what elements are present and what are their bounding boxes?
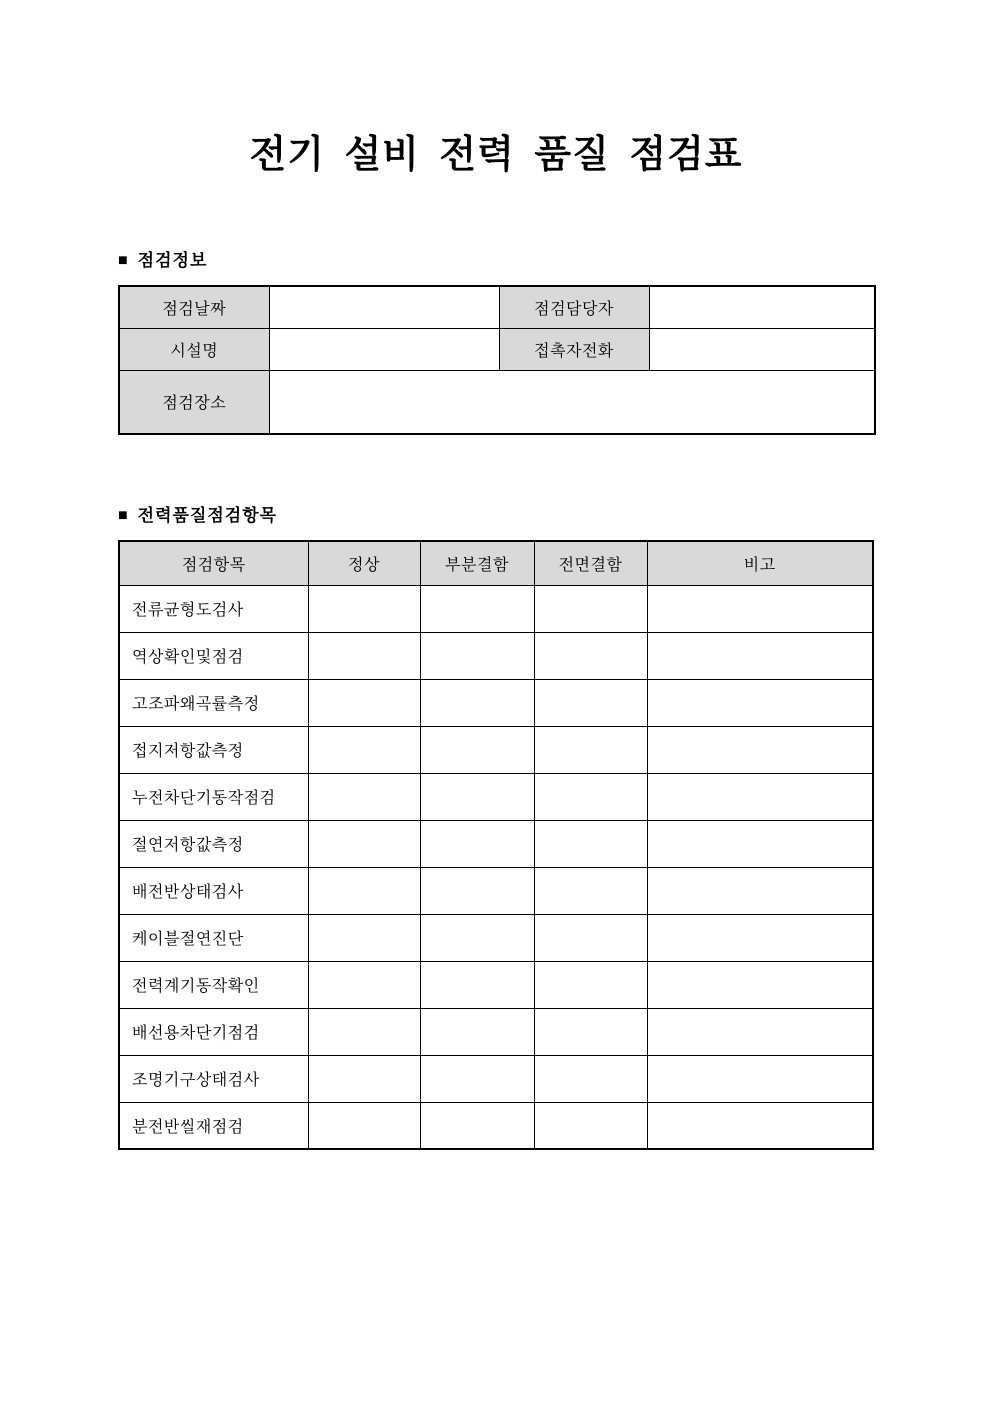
partial-defect-cell — [420, 867, 534, 914]
partial-defect-cell — [420, 961, 534, 1008]
total-defect-cell — [534, 867, 647, 914]
checklist-table — [118, 540, 874, 1150]
partial-defect-cell — [420, 1008, 534, 1055]
remarks-cell — [647, 1102, 873, 1149]
total-defect-cell — [534, 773, 647, 820]
normal-cell — [308, 585, 420, 632]
section-checklist — [118, 505, 874, 1150]
checklist-row — [119, 961, 873, 1008]
normal-cell — [308, 1008, 420, 1055]
normal-cell — [308, 773, 420, 820]
partial-defect-cell — [420, 726, 534, 773]
normal-cell — [308, 867, 420, 914]
date-label: 점검날짜 — [119, 286, 269, 328]
checklist-item-label: 케이블절연진단 — [119, 914, 308, 961]
phone-label: 접촉자전화 — [499, 328, 649, 370]
normal-cell — [308, 914, 420, 961]
remarks-cell — [647, 632, 873, 679]
total-defect-cell — [534, 1102, 647, 1149]
phone-value-cell — [649, 328, 875, 370]
checklist-item-label: 분전반씰재점검 — [119, 1102, 308, 1149]
partial-defect-cell — [420, 585, 534, 632]
total-defect-cell — [534, 820, 647, 867]
partial-defect-cell — [420, 1055, 534, 1102]
normal-cell — [308, 961, 420, 1008]
facility-label: 시설명 — [119, 328, 269, 370]
total-defect-cell — [534, 585, 647, 632]
facility-value-cell — [269, 328, 499, 370]
total-defect-cell — [534, 679, 647, 726]
inspection-info-heading-label: 점검정보 — [137, 251, 208, 270]
section-marker-icon: ■ — [118, 252, 129, 269]
info-row-facility-phone — [119, 328, 875, 370]
partial-defect-cell — [420, 820, 534, 867]
checklist-row — [119, 1055, 873, 1102]
checklist-item-label: 역상확인및점검 — [119, 632, 308, 679]
section-inspection-info — [118, 250, 874, 435]
checklist-row — [119, 867, 873, 914]
location-label: 점검장소 — [119, 370, 269, 434]
inspection-info-table — [118, 285, 876, 435]
inspector-label: 점검담당자 — [499, 286, 649, 328]
total-defect-cell — [534, 726, 647, 773]
checklist-row — [119, 773, 873, 820]
normal-cell — [308, 679, 420, 726]
checklist-row — [119, 632, 873, 679]
info-row-date-inspector — [119, 286, 875, 328]
remarks-cell — [647, 914, 873, 961]
checklist-row — [119, 914, 873, 961]
inspector-value-cell — [649, 286, 875, 328]
checklist-row — [119, 585, 873, 632]
partial-defect-cell — [420, 632, 534, 679]
date-value-cell — [269, 286, 499, 328]
column-header-partial-defect: 부분결함 — [420, 541, 534, 585]
remarks-cell — [647, 961, 873, 1008]
total-defect-cell — [534, 1055, 647, 1102]
page-title: 전기 설비 전력 품질 점검표 — [249, 134, 743, 176]
checklist-item-label: 절연저항값측정 — [119, 820, 308, 867]
total-defect-cell — [534, 961, 647, 1008]
column-header-remarks: 비고 — [647, 541, 873, 585]
normal-cell — [308, 1102, 420, 1149]
total-defect-cell — [534, 914, 647, 961]
inspection-info-heading — [118, 250, 874, 272]
section-marker-icon: ■ — [118, 507, 129, 524]
partial-defect-cell — [420, 914, 534, 961]
checklist-item-label: 전류균형도검사 — [119, 585, 308, 632]
remarks-cell — [647, 1008, 873, 1055]
checklist-heading-label: 전력품질점검항목 — [137, 506, 278, 525]
checklist-item-label: 누전차단기동작점검 — [119, 773, 308, 820]
normal-cell — [308, 632, 420, 679]
remarks-cell — [647, 585, 873, 632]
normal-cell — [308, 1055, 420, 1102]
checklist-row — [119, 1008, 873, 1055]
checklist-item-label: 고조파왜곡률측정 — [119, 679, 308, 726]
normal-cell — [308, 726, 420, 773]
checklist-heading — [118, 505, 874, 527]
partial-defect-cell — [420, 679, 534, 726]
column-header-item: 점검항목 — [119, 541, 308, 585]
checklist-item-label: 배전반상태검사 — [119, 867, 308, 914]
location-value-cell — [269, 370, 875, 434]
total-defect-cell — [534, 632, 647, 679]
remarks-cell — [647, 867, 873, 914]
checklist-row — [119, 1102, 873, 1149]
info-row-location — [119, 370, 875, 434]
checklist-item-label: 전력계기동작확인 — [119, 961, 308, 1008]
checklist-row — [119, 820, 873, 867]
checklist-row — [119, 679, 873, 726]
partial-defect-cell — [420, 773, 534, 820]
remarks-cell — [647, 726, 873, 773]
checklist-item-label: 조명기구상태검사 — [119, 1055, 308, 1102]
column-header-total-defect: 전면결함 — [534, 541, 647, 585]
checklist-row — [119, 726, 873, 773]
checklist-item-label: 배선용차단기점검 — [119, 1008, 308, 1055]
remarks-cell — [647, 773, 873, 820]
remarks-cell — [647, 679, 873, 726]
partial-defect-cell — [420, 1102, 534, 1149]
remarks-cell — [647, 1055, 873, 1102]
normal-cell — [308, 820, 420, 867]
remarks-cell — [647, 820, 873, 867]
checklist-header-row — [119, 541, 873, 585]
checklist-item-label: 접지저항값측정 — [119, 726, 308, 773]
column-header-normal: 정상 — [308, 541, 420, 585]
total-defect-cell — [534, 1008, 647, 1055]
